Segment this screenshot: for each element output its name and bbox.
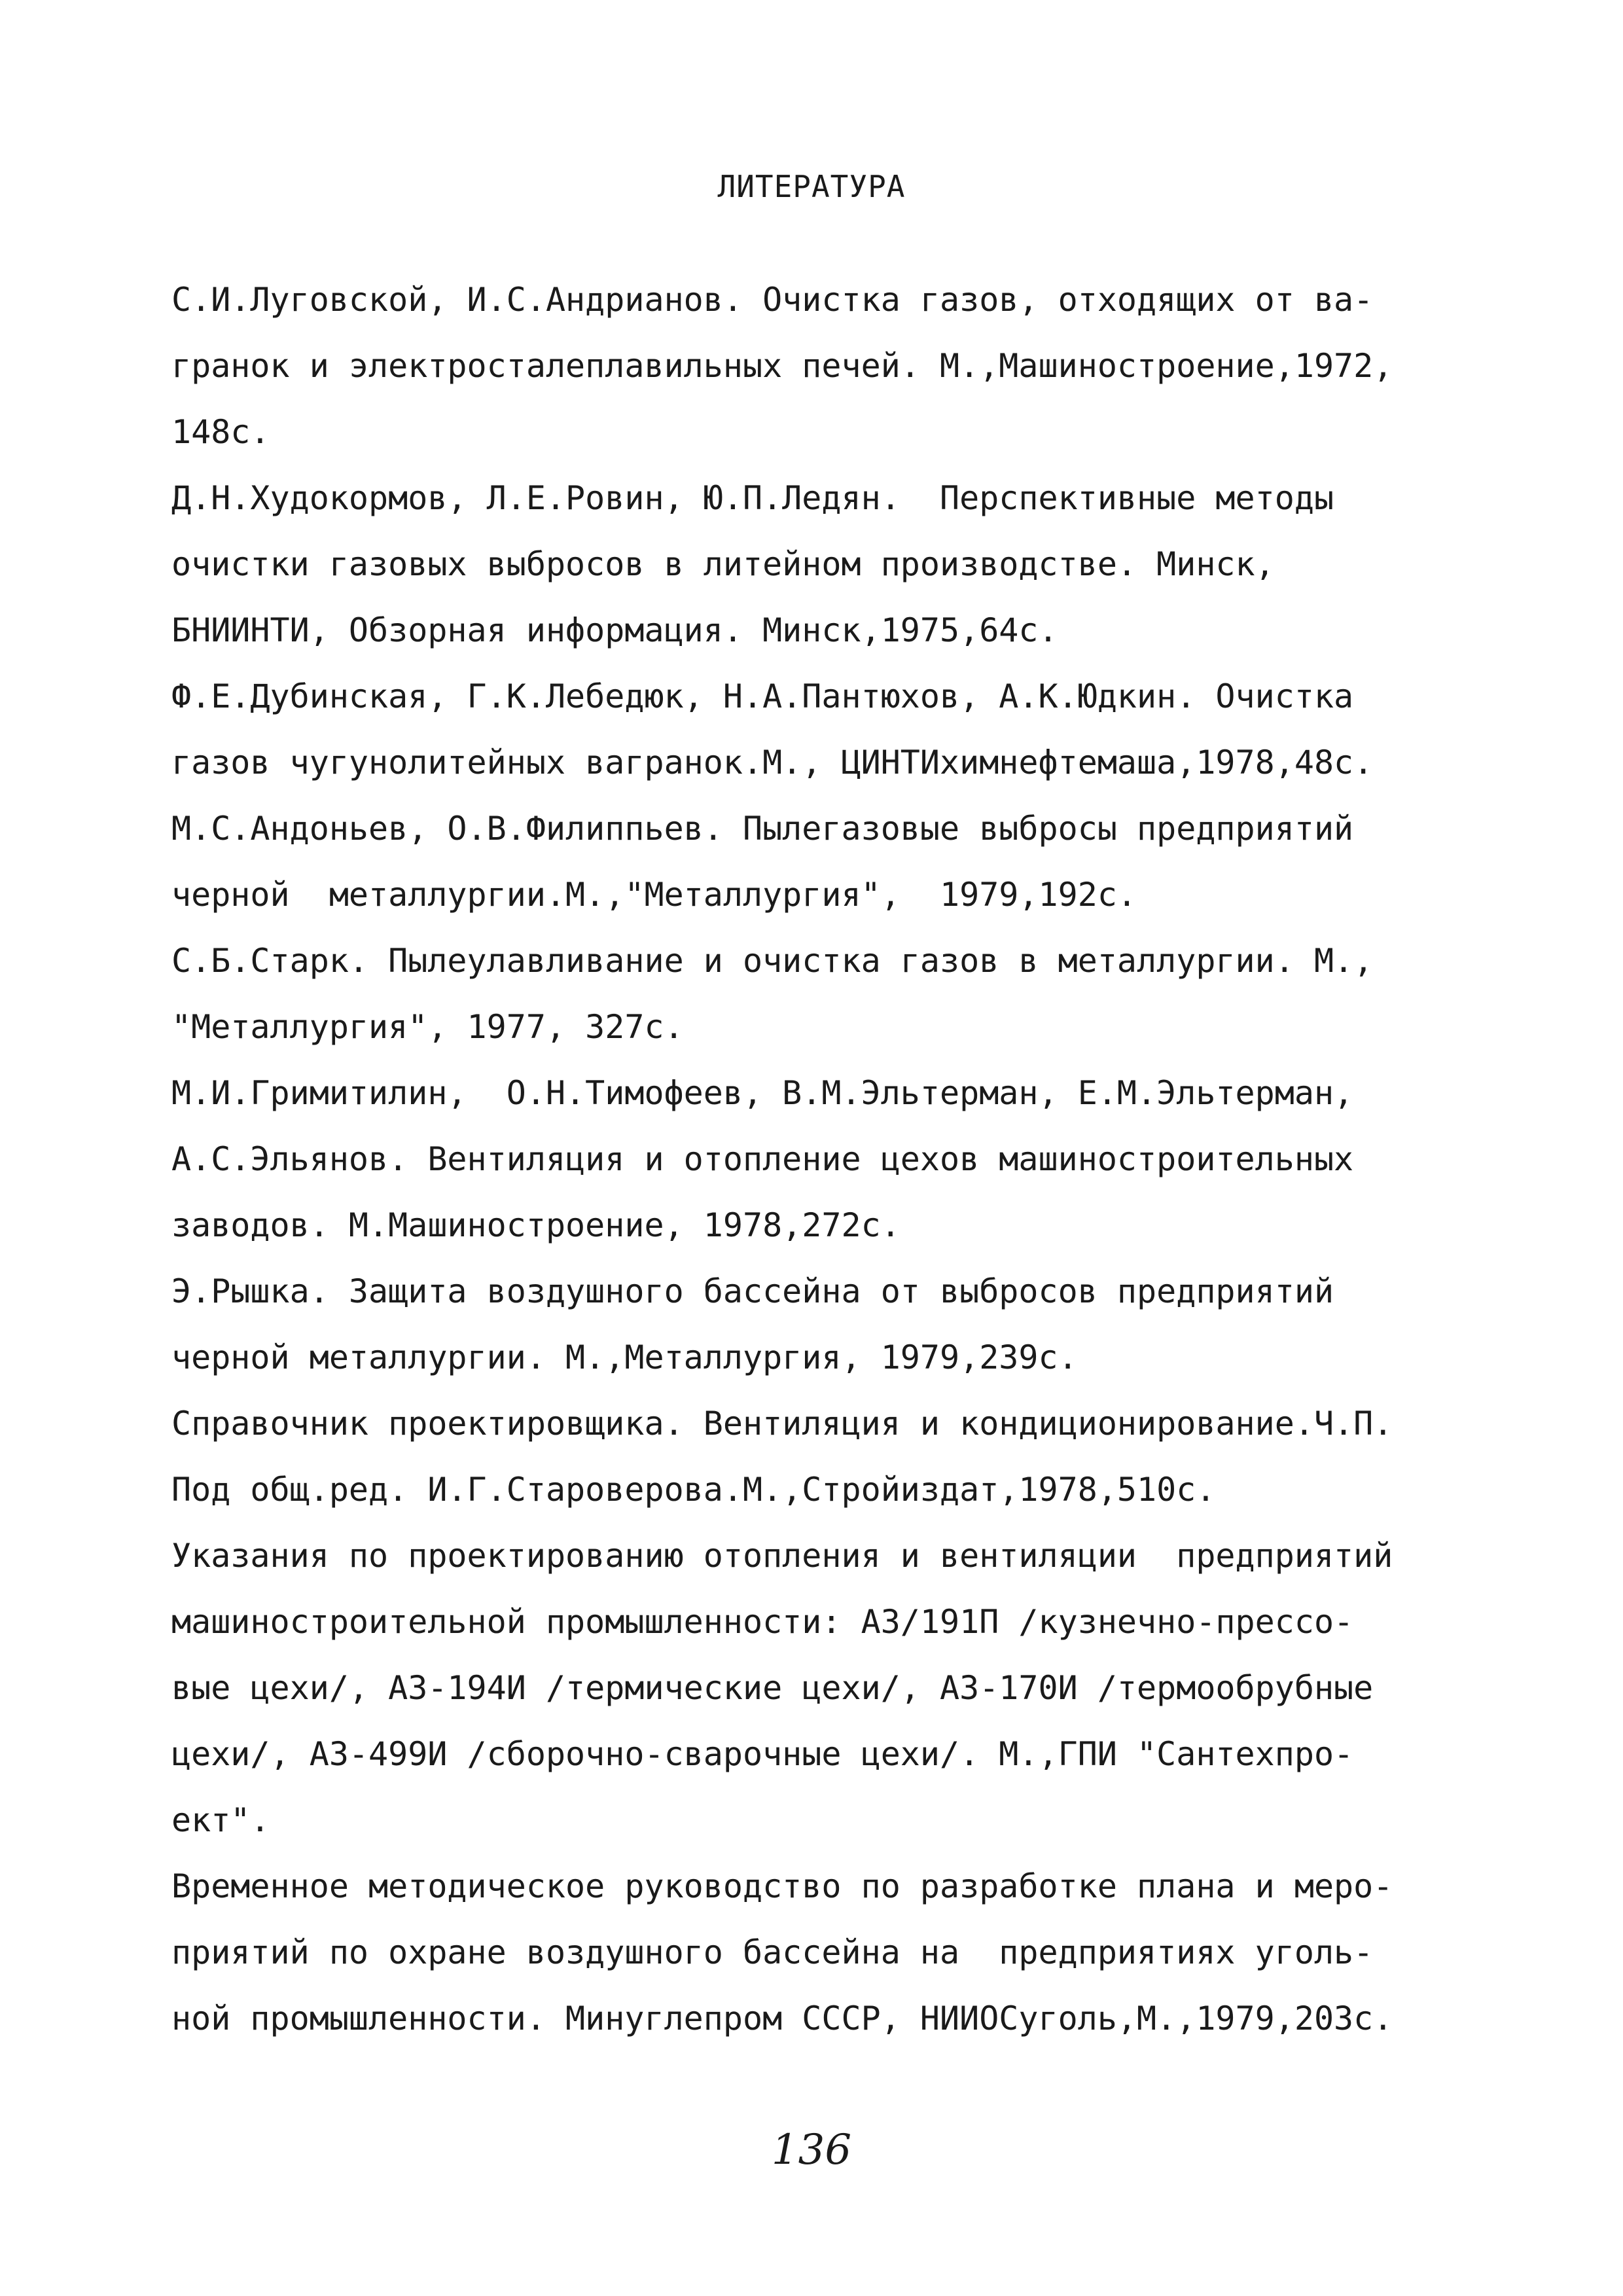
page-title: ЛИТЕРАТУРА bbox=[717, 169, 906, 204]
reference-line: 148с. bbox=[171, 413, 270, 451]
reference-line: Указания по проектированию отопления и вентиляции предприятий bbox=[171, 1537, 1393, 1575]
page-number: 136 bbox=[771, 2126, 852, 2174]
reference-line: цехи/, А3-499И /сборочно-сварочные цехи/. М.,ГПИ "Сантехпро- bbox=[171, 1735, 1354, 1773]
reference-line: ной промышленности. Минуглепром СССР, НИИОСуголь,М.,1979,203с. bbox=[171, 2000, 1393, 2037]
reference-line: ект". bbox=[171, 1801, 270, 1839]
reference-list bbox=[171, 267, 1448, 2052]
reference-item bbox=[171, 1854, 1448, 2052]
reference-line: Д.Н.Худокормов, Л.Е.Ровин, Ю.П.Ледян. Перспективные методы bbox=[171, 479, 1334, 517]
reference-line: приятий по охране воздушного бассейна на предприятиях уголь- bbox=[171, 1933, 1374, 1971]
reference-line: Справочник проектировщика. Вентиляция и кондиционирование.Ч.П. bbox=[171, 1405, 1393, 1443]
reference-line: С.Б.Старк. Пылеулавливание и очистка газов в металлургии. М., bbox=[171, 942, 1374, 980]
reference-item bbox=[171, 928, 1448, 1060]
reference-line: С.И.Луговской, И.С.Андрианов. Очистка газов, отходящих от ва- bbox=[171, 281, 1374, 319]
reference-item bbox=[171, 465, 1448, 664]
reference-line: Э.Рышка. Защита воздушного бассейна от выбросов предприятий bbox=[171, 1272, 1334, 1310]
reference-line: БНИИНТИ, Обзорная информация. Минск,1975,64с. bbox=[171, 611, 1058, 649]
reference-item bbox=[171, 1523, 1448, 1854]
reference-line: черной металлургии. М.,Металлургия, 1979,239с. bbox=[171, 1338, 1078, 1376]
reference-line: очистки газовых выбросов в литейном производстве. Минск, bbox=[171, 545, 1275, 583]
reference-line: Временное методическое руководство по разработке плана и меро- bbox=[171, 1867, 1393, 1905]
reference-line: гранок и электросталеплавильных печей. М.,Машиностроение,1972, bbox=[171, 347, 1393, 385]
reference-item bbox=[171, 664, 1448, 796]
reference-item bbox=[171, 796, 1448, 928]
reference-line: заводов. М.Машиностроение, 1978,272с. bbox=[171, 1206, 901, 1244]
reference-item bbox=[171, 1391, 1448, 1523]
reference-item bbox=[171, 1259, 1448, 1391]
reference-line: черной металлургии.М.,"Металлургия", 1979,192с. bbox=[171, 876, 1137, 914]
reference-line: газов чугунолитейных вагранок.М., ЦИНТИхимнефтемаша,1978,48с. bbox=[171, 744, 1374, 781]
reference-line: А.С.Эльянов. Вентиляция и отопление цехов машиностроительных bbox=[171, 1140, 1354, 1178]
reference-line: М.С.Андоньев, О.В.Филиппьев. Пылегазовые выбросы предприятий bbox=[171, 810, 1354, 848]
reference-line: "Металлургия", 1977, 327с. bbox=[171, 1008, 684, 1046]
reference-line: машиностроительной промышленности: А3/191П /кузнечно-прессо- bbox=[171, 1603, 1354, 1641]
reference-item bbox=[171, 267, 1448, 465]
reference-line: Под общ.ред. И.Г.Староверова.М.,Стройиздат,1978,510с. bbox=[171, 1471, 1216, 1509]
reference-item bbox=[171, 1060, 1448, 1259]
reference-line: М.И.Гримитилин, О.Н.Тимофеев, В.М.Эльтерман, Е.М.Эльтерман, bbox=[171, 1074, 1354, 1112]
reference-line: вые цехи/, А3-194И /термические цехи/, А3-170И /термообрубные bbox=[171, 1669, 1374, 1707]
reference-line: Ф.Е.Дубинская, Г.К.Лебедюк, Н.А.Пантюхов, А.К.Юдкин. Очистка bbox=[171, 677, 1354, 715]
